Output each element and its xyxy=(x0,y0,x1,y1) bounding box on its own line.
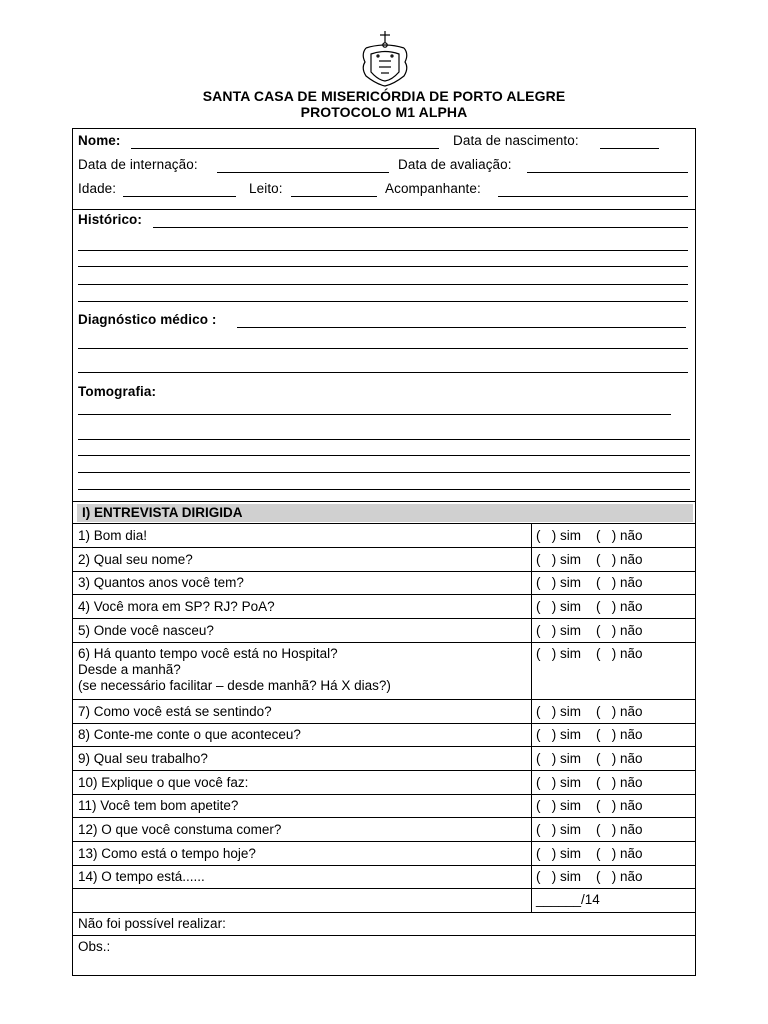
row-divider xyxy=(73,841,695,842)
row-divider xyxy=(73,865,695,866)
protocol-form xyxy=(72,128,696,976)
companion-label: Acompanhante: xyxy=(385,181,481,196)
answer-options[interactable]: ( ) sim ( ) não xyxy=(536,775,643,790)
answer-options[interactable]: ( ) sim ( ) não xyxy=(536,846,643,861)
name-label: Nome: xyxy=(78,133,121,148)
answer-options[interactable]: ( ) sim ( ) não xyxy=(536,704,643,719)
history-line[interactable] xyxy=(78,301,688,302)
bed-label: Leito: xyxy=(249,181,283,196)
diagnosis-line[interactable] xyxy=(237,327,686,328)
row-divider xyxy=(73,817,695,818)
question-11: 11) Você tem bom apetite? xyxy=(78,798,239,813)
institution-title: SANTA CASA DE MISERICÓRDIA DE PORTO ALEGRE xyxy=(202,88,566,104)
answer-options[interactable]: ( ) sim ( ) não xyxy=(536,869,643,884)
answer-options[interactable]: ( ) sim ( ) não xyxy=(536,575,643,590)
row-divider xyxy=(73,746,695,747)
tomography-line[interactable] xyxy=(78,455,690,456)
row-divider xyxy=(73,723,695,724)
question-8: 8) Conte-me conte o que aconteceu? xyxy=(78,727,301,742)
row-divider xyxy=(73,888,695,889)
birth-date-label: Data de nascimento: xyxy=(453,133,579,148)
row-divider xyxy=(73,594,695,595)
question-3: 3) Quantos anos você tem? xyxy=(78,575,244,590)
evaluation-date-label: Data de avaliação: xyxy=(398,157,512,172)
question-9: 9) Qual seu trabalho? xyxy=(78,751,208,766)
tomography-line[interactable] xyxy=(78,414,671,415)
answer-options[interactable]: ( ) sim ( ) não xyxy=(536,798,643,813)
row-divider xyxy=(73,618,695,619)
row-divider xyxy=(73,770,695,771)
row-divider xyxy=(73,699,695,700)
history-line[interactable] xyxy=(78,284,688,285)
birth-date-field[interactable] xyxy=(600,148,659,149)
history-line[interactable] xyxy=(78,266,688,267)
history-line[interactable] xyxy=(78,250,688,251)
score-field[interactable]: ______/14 xyxy=(536,892,600,907)
row-divider xyxy=(73,642,695,643)
admission-date-label: Data de internação: xyxy=(78,157,198,172)
bed-field[interactable] xyxy=(291,196,377,197)
question-1: 1) Bom dia! xyxy=(78,528,148,543)
diagnosis-label: Diagnóstico médico : xyxy=(78,312,217,327)
row-divider xyxy=(73,935,695,936)
companion-field[interactable] xyxy=(498,196,688,197)
diagnosis-line[interactable] xyxy=(78,348,688,349)
age-field[interactable] xyxy=(123,196,236,197)
answer-options[interactable]: ( ) sim ( ) não xyxy=(536,623,643,638)
row-divider xyxy=(73,547,695,548)
section-title: I) ENTREVISTA DIRIGIDA xyxy=(77,504,693,522)
question-10: 10) Explique o que você faz: xyxy=(78,775,249,790)
diagnosis-line[interactable] xyxy=(78,372,688,373)
question-6: 6) Há quanto tempo você está no Hospital? Desde a manhã? (se necessário facilitar – desde manhã? Há X dias?) xyxy=(78,646,391,693)
answer-options[interactable]: ( ) sim ( ) não xyxy=(536,822,643,837)
tomography-label: Tomografia: xyxy=(78,384,157,399)
tomography-line[interactable] xyxy=(78,489,690,490)
age-label: Idade: xyxy=(78,181,117,196)
question-2: 2) Qual seu nome? xyxy=(78,552,193,567)
question-14: 14) O tempo está...... xyxy=(78,869,205,884)
question-7: 7) Como você está se sentindo? xyxy=(78,704,272,719)
admission-date-field[interactable] xyxy=(217,172,389,173)
protocol-title: PROTOCOLO M1 ALPHA xyxy=(300,104,468,120)
answer-options[interactable]: ( ) sim ( ) não xyxy=(536,751,643,766)
tomography-line[interactable] xyxy=(78,439,690,440)
institution-crest-icon xyxy=(358,30,412,88)
question-12: 12) O que você constuma comer? xyxy=(78,822,282,837)
answer-options[interactable]: ( ) sim ( ) não xyxy=(536,646,643,661)
column-divider xyxy=(531,523,532,912)
tomography-line[interactable] xyxy=(78,472,690,473)
row-divider xyxy=(73,571,695,572)
divider xyxy=(73,501,695,502)
obs-label: Obs.: xyxy=(78,939,111,954)
answer-options[interactable]: ( ) sim ( ) não xyxy=(536,727,643,742)
history-line[interactable] xyxy=(153,227,688,228)
question-13: 13) Como está o tempo hoje? xyxy=(78,846,256,861)
answer-options[interactable]: ( ) sim ( ) não xyxy=(536,528,643,543)
answer-options[interactable]: ( ) sim ( ) não xyxy=(536,599,643,614)
answer-options[interactable]: ( ) sim ( ) não xyxy=(536,552,643,567)
row-divider xyxy=(73,794,695,795)
question-4: 4) Você mora em SP? RJ? PoA? xyxy=(78,599,275,614)
divider xyxy=(73,209,695,210)
history-label: Histórico: xyxy=(78,212,143,227)
name-field[interactable] xyxy=(131,148,439,149)
not-possible-label: Não foi possível realizar: xyxy=(78,916,226,931)
row-divider xyxy=(73,912,695,913)
divider xyxy=(73,523,695,524)
question-5: 5) Onde você nasceu? xyxy=(78,623,214,638)
evaluation-date-field[interactable] xyxy=(527,172,688,173)
